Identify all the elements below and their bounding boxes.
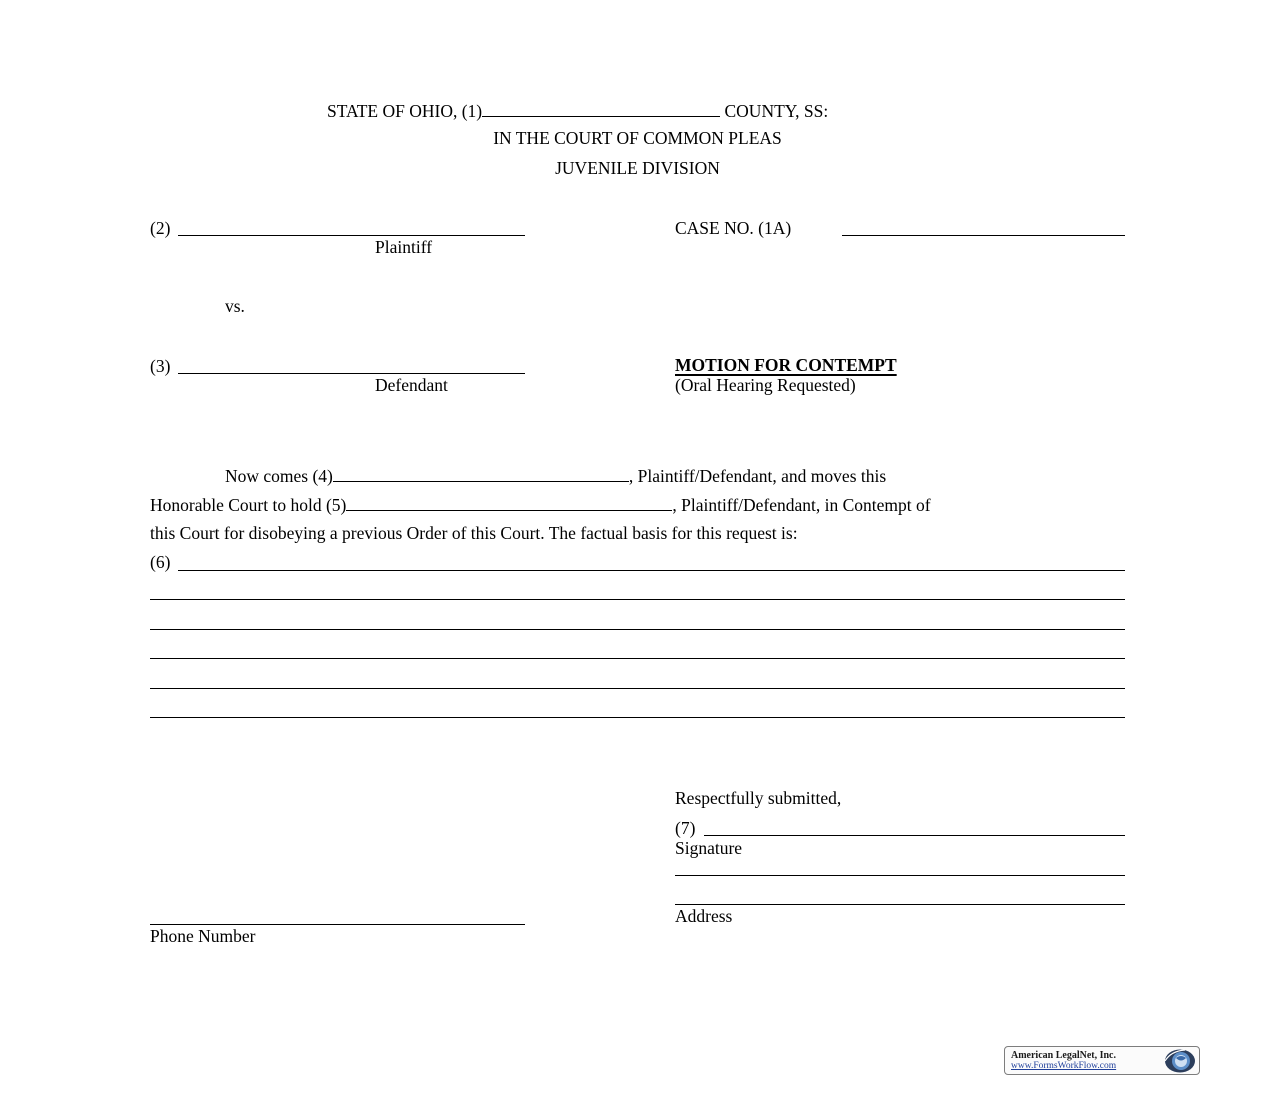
body-line-3: this Court for disobeying a previous Order of this Court. The factual basis for this request is: xyxy=(150,523,798,543)
body-line-1 xyxy=(225,466,886,486)
globe-icon xyxy=(1163,1048,1197,1074)
signature-blank[interactable] xyxy=(704,835,1125,836)
footer-logo[interactable] xyxy=(1004,1046,1200,1075)
signature-label: Signature xyxy=(675,838,743,858)
respondent-role-text: , Plaintiff/Defendant, in Contempt of xyxy=(672,495,931,515)
division-name: JUVENILE DIVISION xyxy=(555,158,720,178)
motion-subtitle: (Oral Hearing Requested) xyxy=(675,375,856,395)
court-name: IN THE COURT OF COMMON PLEAS xyxy=(493,128,782,148)
logo-url-link[interactable]: www.FormsWorkFlow.com xyxy=(1011,1061,1117,1071)
plaintiff-marker: (2) xyxy=(150,218,171,238)
factual-basis-line[interactable] xyxy=(178,570,1125,571)
factual-basis-line[interactable] xyxy=(150,629,1125,630)
county-label: COUNTY, SS: xyxy=(720,101,829,121)
motion-title: MOTION FOR CONTEMPT xyxy=(675,355,897,375)
state-county-line xyxy=(327,101,828,121)
defendant-label: Defendant xyxy=(375,375,448,395)
movant-name-blank[interactable] xyxy=(333,466,629,482)
plaintiff-label: Plaintiff xyxy=(375,237,433,257)
factual-basis-line[interactable] xyxy=(150,688,1125,689)
closing-text: Respectfully submitted, xyxy=(675,788,842,808)
factual-basis-line[interactable] xyxy=(150,658,1125,659)
address-blank-2[interactable] xyxy=(675,904,1125,905)
signature-marker: (7) xyxy=(675,818,696,838)
respondent-name-blank[interactable] xyxy=(346,495,672,511)
defendant-blank[interactable] xyxy=(178,373,525,374)
case-number-blank[interactable] xyxy=(842,235,1125,236)
versus-label: vs. xyxy=(225,296,245,316)
logo-company-name: American LegalNet, Inc. xyxy=(1011,1050,1116,1061)
factual-basis-line[interactable] xyxy=(150,717,1125,718)
phone-blank[interactable] xyxy=(150,924,525,925)
now-comes-label: Now comes (4) xyxy=(225,466,333,486)
factual-basis-marker: (6) xyxy=(150,552,171,572)
phone-label: Phone Number xyxy=(150,926,256,946)
plaintiff-blank[interactable] xyxy=(178,235,525,236)
body-line-2 xyxy=(150,495,931,515)
factual-basis-line[interactable] xyxy=(150,599,1125,600)
hold-label: Honorable Court to hold (5) xyxy=(150,495,347,515)
case-number-label: CASE NO. (1A) xyxy=(675,218,792,238)
address-label: Address xyxy=(675,906,733,926)
county-blank[interactable] xyxy=(482,101,720,117)
address-blank-1[interactable] xyxy=(675,875,1125,876)
defendant-marker: (3) xyxy=(150,356,171,376)
state-label: STATE OF OHIO, (1) xyxy=(327,101,483,121)
movant-role-text: , Plaintiff/Defendant, and moves this xyxy=(628,466,887,486)
